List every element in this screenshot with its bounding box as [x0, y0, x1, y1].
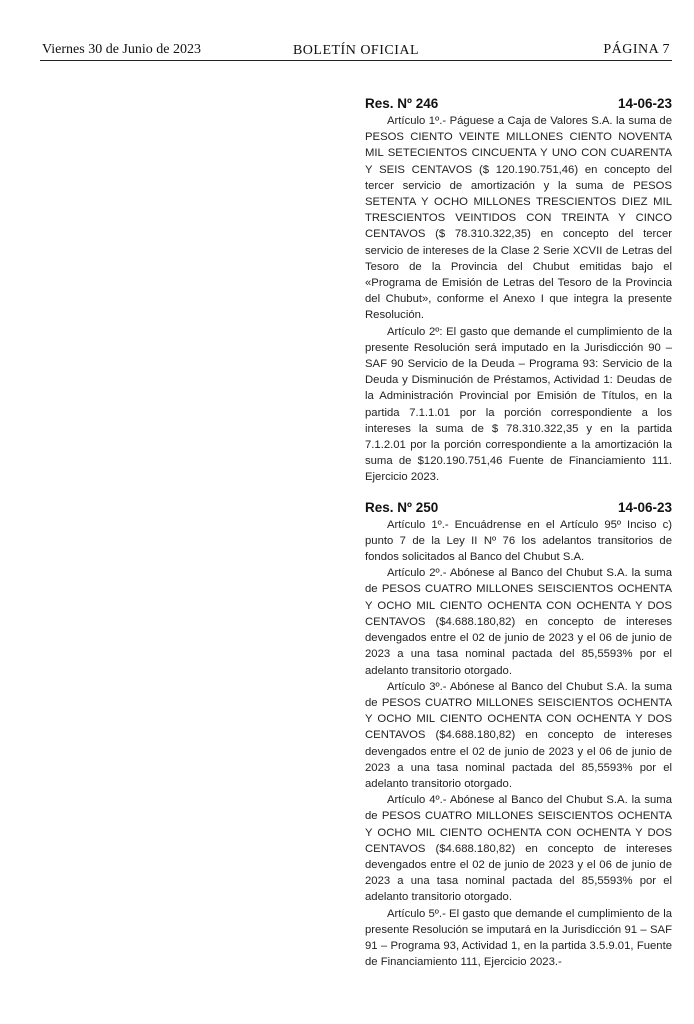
right-column: [365, 96, 672, 984]
resolution-250: [365, 500, 672, 971]
resolution-number: Res. Nº 250: [365, 499, 439, 515]
header-title: BOLETÍN OFICIAL: [292, 43, 420, 58]
resolution-date: 14-06-23: [617, 96, 672, 111]
article-paragraph: Artículo 5º.- El gasto que demande el cumplimiento de la presente Resolución se imputará en la Jurisdicción 91 – SAF 91 – Programa 93, Actividad 1, en la partida 3.5.9.01, Fuente de Financiamiento 111, Ejercicio 2023.-: [365, 907, 672, 969]
header-date: Viernes 30 de Junio de 2023: [42, 42, 201, 57]
article-paragraph: Artículo 1º.- Encuádrense en el Artículo 95º Inciso c) punto 7 de la Ley II Nº 76 los adelantos transitorios de fondos solicitados al Banco del Chubut S.A.: [365, 518, 672, 564]
resolution-246: [365, 96, 672, 486]
resolution-date: 14-06-23: [617, 499, 672, 515]
article-paragraph: Artículo 4º.- Abónese al Banco del Chubut S.A. la suma de PESOS CUATRO MILLONES SEISCIENTOS OCHENTA Y OCHO MIL CIENTO OCHENTA CON OCHENTA Y DOS CENTAVOS ($4.688.180,82) en concepto de intereses devengados entre el 02 de junio de 2023 y el 06 de junio de 2023 a una tasa nominal pactada del 85,5593% por el adelanto transitorio otorgado.: [365, 794, 672, 904]
resolution-heading: [365, 500, 672, 516]
header-rule: [40, 60, 672, 61]
resolution-number: Res. Nº 246: [365, 96, 439, 111]
article-paragraph: Artículo 3º.- Abónese al Banco del Chubut S.A. la suma de PESOS CUATRO MILLONES SEISCIENTOS OCHENTA Y OCHO MIL CIENTO OCHENTA CON OCHENTA Y DOS CENTAVOS ($4.688.180,82) en concepto de intereses devengados entre el 02 de junio de 2023 y el 06 de junio de 2023 a una tasa nominal pactada del 85,5593% por el adelanto transitorio otorgado.: [365, 680, 672, 790]
page-header: [42, 42, 670, 60]
article-paragraph: Artículo 2º: El gasto que demande el cumplimiento de la presente Resolución será imputado en la Jurisdicción 90 – SAF 90 Servicio de la Deuda – Programa 93: Servicio de la Deuda y Disminución de Préstamos, Actividad 1: Deudas de la Administración Provincial por Emisión de Títulos, en la partida 7.1.1.01 por la porción correspondiente a los intereses la suma de $ 78.310.322,35 y en la partida 7.1.2.01 por la porción correspondiente a la amortización la suma de $120.190.751,46 Fuente de Financiamiento 111. Ejercicio 2023.: [365, 325, 672, 484]
header-page-number: PÁGINA 7: [603, 42, 670, 57]
resolution-heading: [365, 96, 672, 112]
article-paragraph: Artículo 1º.- Páguese a Caja de Valores S.A. la suma de PESOS CIENTO VEINTE MILLONES CIENTO NOVENTA MIL SETECIENTOS CINCUENTA Y UNO CON CUARENTA Y SEIS CENTAVOS ($ 120.190.751,46) en concepto del tercer servicio de amortización y la suma de PESOS SETENTA Y OCHO MILLONES TRESCIENTOS DIEZ MIL TRESCIENTOS VEINTIDOS CON TREINTA Y CINCO CENTAVOS ($ 78.310.322,35) en concepto del tercer servicio de intereses de la Clase 2 Serie XCVII de Letras del Tesoro de la Provincia del Chubut emitidas bajo el «Programa de Emisión de Letras del Tesoro de la Provincia del Chubut», conforme el Anexo I que integra la presente Resolución.: [365, 115, 672, 322]
article-paragraph: Artículo 2º.- Abónese al Banco del Chubut S.A. la suma de PESOS CUATRO MILLONES SEISCIENTOS OCHENTA Y OCHO MIL CIENTO OCHENTA CON OCHENTA Y DOS CENTAVOS ($4.688.180,82) en concepto de intereses devengados entre el 02 de junio de 2023 y el 06 de junio de 2023 a una tasa nominal pactada del 85,5593% por el adelanto transitorio otorgado.: [365, 567, 672, 677]
